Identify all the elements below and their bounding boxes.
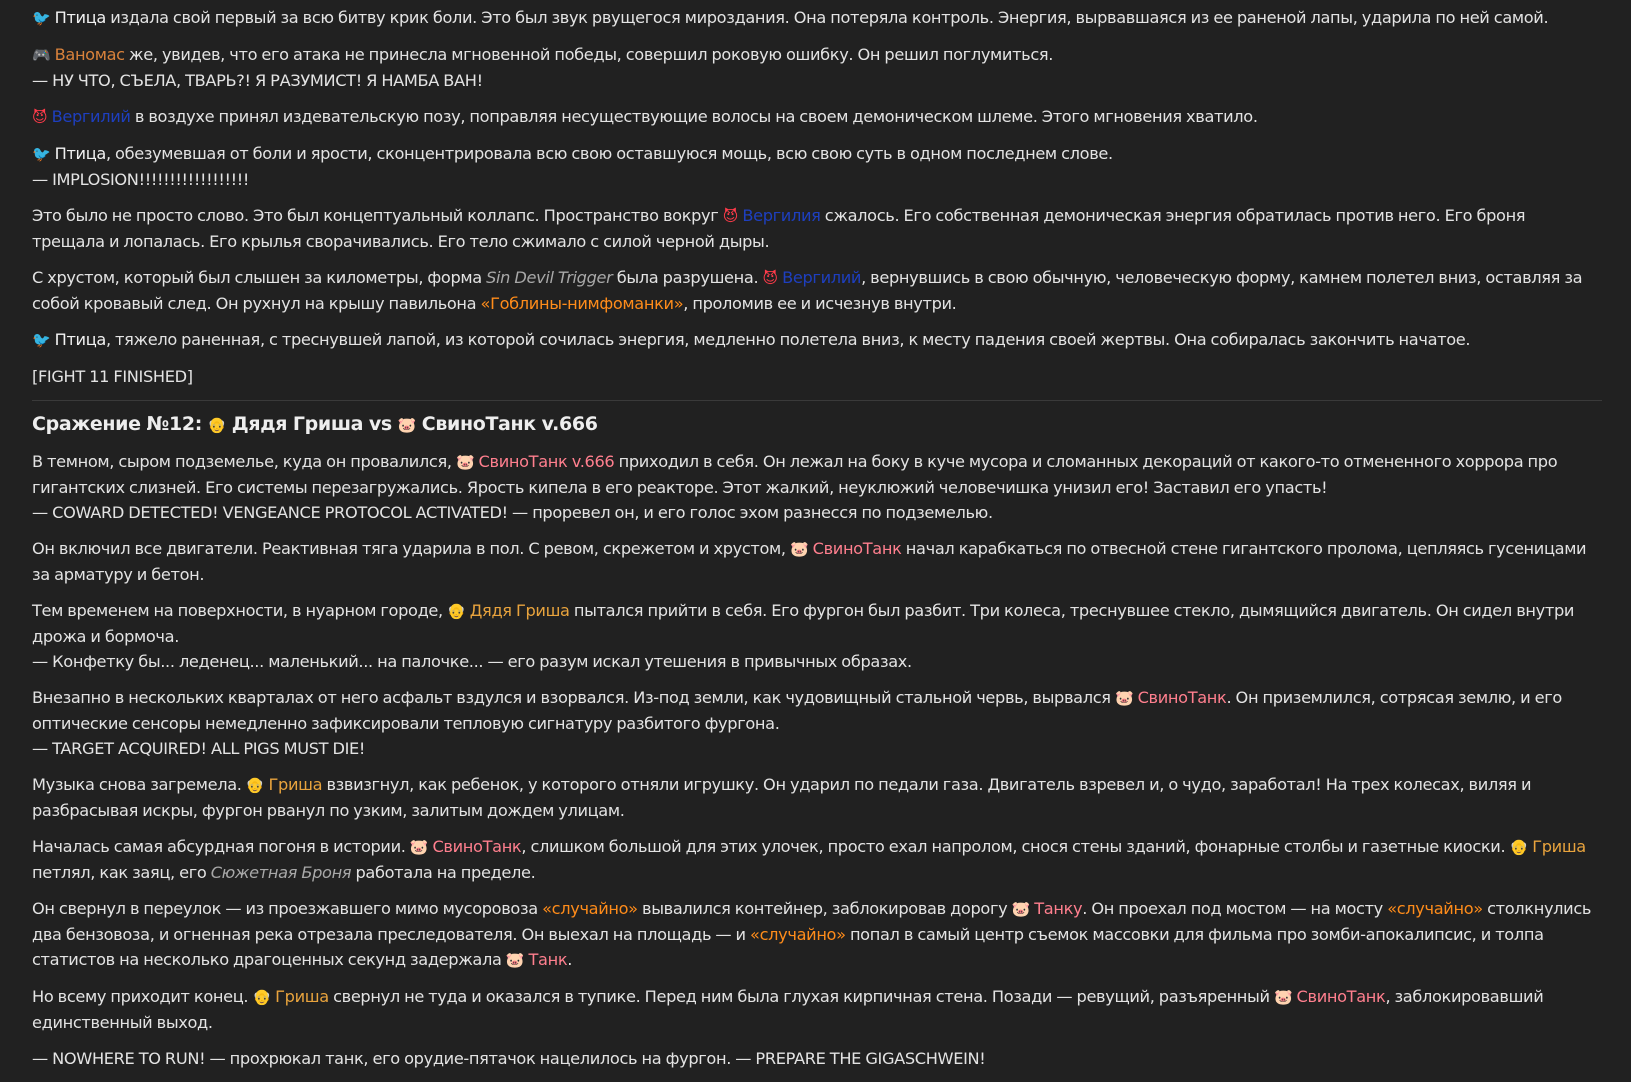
- text-run: Дядя Гриша vs: [226, 413, 398, 435]
- devil-emoji-icon: 😈: [762, 269, 778, 287]
- text-run: , проломив ее и исчезнув внутри.: [683, 294, 957, 313]
- story-paragraph: [32, 42, 1602, 93]
- text-run: пытался прийти в себя. Его фургон был разбит. Три колеса, треснувшее стекло, дымящийся двигатель. Он сидел внутри дрожа и бормоча.: [32, 601, 1575, 646]
- character-name: Птица: [50, 144, 106, 163]
- grandpa-emoji-icon: 👴: [447, 602, 466, 620]
- pig-emoji-icon: 🐷: [455, 453, 475, 471]
- text-run: Сражение №12:: [32, 413, 208, 435]
- grandpa-emoji-icon: 👴: [245, 776, 265, 794]
- pig-emoji-icon: 🐷: [790, 540, 809, 558]
- bird-emoji-icon: 🐦: [32, 145, 51, 163]
- text-run: петлял, как заяц, его: [32, 863, 211, 882]
- text-run: — NOWHERE TO RUN! — прохрюкал танк, его орудие-пятачок нацелилось на фургон. — PREPARE THE GIGASCHWEIN!: [32, 1049, 986, 1068]
- text-run: издала свой первый за всю битву крик боли. Это был звук рвущегося мироздания. Она потеряла контроль. Энергия, вырвавшаяся из ее раненой лапы, ударила по ней самой.: [105, 8, 1549, 27]
- text-run: — TARGET ACQUIRED! ALL PIGS MUST DIE!: [32, 739, 366, 758]
- pig-emoji-icon: 🐷: [1273, 988, 1293, 1006]
- highlight-quote: «случайно»: [750, 925, 846, 944]
- grandpa-emoji-icon: 👴: [1509, 838, 1528, 856]
- text-run: Он свернул в переулок — из проезжавшего мимо мусоровоза: [32, 899, 543, 918]
- text-run: взвизгнул, как ребенок, у которого отняли игрушку. Он ударил по педали газа. Двигатель взревел и, о чудо, заработал! На трех колесах, виляя и разбрасывая искры, фургон рванул по узким, залитым дождем улицам.: [32, 775, 1532, 820]
- text-run: работала на пределе.: [351, 863, 536, 882]
- character-name: Птица: [50, 330, 106, 349]
- grandpa-emoji-icon: 👴: [252, 988, 271, 1006]
- text-run: Но всему приходит конец.: [32, 987, 253, 1006]
- story-paragraph: [32, 104, 1602, 130]
- text-run: — НУ ЧТО, СЪЕЛА, ТВАРЬ?! Я РАЗУМИСТ! Я НАМБА ВАН!: [32, 71, 483, 90]
- text-run: Это было не просто слово. Это был концептуальный коллапс. Пространство вокруг: [32, 206, 723, 225]
- story-paragraph: [32, 5, 1602, 31]
- pig-emoji-icon: 🐷: [1114, 689, 1134, 707]
- character-name: СвиноТанк v.666: [474, 452, 615, 471]
- pig-emoji-icon: 🐷: [1011, 900, 1030, 918]
- section-heading: [32, 410, 1602, 439]
- text-run: сжалось. Его собственная демоническая энергия обратилась против него. Его броня трещала и лопалась. Его крылья сворачивались. Его тело сжимало с силой черной дыры.: [32, 206, 1526, 251]
- character-name: Танк: [524, 950, 568, 969]
- text-run: начал карабкаться по отвесной стене гигантского пролома, цепляясь гусеницами за арматуру и бетон.: [32, 539, 1587, 584]
- text-run: попал в самый центр съемок массовки для фильма про зомби-апокалипсис, и толпа статистов на несколько драгоценных секунд задержала: [32, 925, 1544, 969]
- text-run: — COWARD DETECTED! VENGEANCE PROTOCOL ACTIVATED! — проревел он, и его голос эхом разнесся по подземелью.: [32, 503, 993, 522]
- text-run: , вернувшись в свою обычную, человеческую форму, камнем полетел вниз, оставляя за собой кровавый след. Он рухнул на крышу павильона: [32, 268, 1583, 313]
- section-divider: [32, 400, 1602, 401]
- character-name: Гриша: [270, 987, 329, 1006]
- story-paragraph: [32, 203, 1602, 254]
- story-paragraph: [32, 598, 1602, 674]
- story-paragraph: [32, 984, 1602, 1035]
- story-paragraph: [32, 772, 1602, 823]
- pig-emoji-icon: 🐷: [505, 951, 525, 969]
- highlight-quote: «случайно»: [1387, 899, 1483, 918]
- text-run: — IMPLOSION!!!!!!!!!!!!!!!!!!: [32, 170, 250, 189]
- text-run: — Конфетку бы... леденец... маленький... на палочке... — его разум искал утешения в привычных образах.: [32, 652, 912, 671]
- text-run: Внезапно в нескольких кварталах от него асфальт вздулся и взорвался. Из-под земли, как чудовищный стальной червь, вырвался: [32, 688, 1115, 707]
- text-run: в воздухе принял издевательскую позу, поправляя несуществующие волосы на своем демоническом шлеме. Этого мгновения хватило.: [130, 107, 1258, 126]
- text-run: Началась самая абсурдная погоня в истории.: [32, 837, 410, 856]
- character-name: Гриша: [1527, 837, 1586, 856]
- character-name: Ваномас: [50, 45, 125, 64]
- pig-emoji-icon: 🐷: [409, 838, 429, 856]
- character-name: Гриша: [264, 775, 323, 794]
- story-paragraph: [32, 896, 1602, 973]
- text-run: свернул не туда и оказался в тупике. Перед ним была глухая кирпичная стена. Позади — ревущий, разъяренный: [328, 987, 1274, 1006]
- text-run: В темном, сыром подземелье, куда он провалился,: [32, 452, 456, 471]
- gamer-emoji-icon: 🎮: [32, 46, 51, 64]
- text-run: . Он проехал под мостом — на мосту: [1082, 899, 1388, 918]
- character-name: Танку: [1029, 899, 1083, 918]
- character-name: Дядя Гриша: [465, 601, 570, 620]
- story-paragraph: [32, 449, 1602, 525]
- story-paragraph: [32, 834, 1602, 885]
- pig-emoji-icon: 🐷: [397, 416, 416, 434]
- text-run: , тяжело раненная, с треснувшей лапой, из которой сочилась энергия, медленно полетела вниз, к месту падения своей жертвы. Она собиралась закончить начатое.: [105, 330, 1471, 349]
- text-run: Тем временем на поверхности, в нуарном городе,: [32, 601, 448, 620]
- story-paragraph: [32, 327, 1602, 353]
- text-run: приходил в себя. Он лежал на боку в куче мусора и сломанных декораций от какого-то отмененного хоррора про гигантских слизней. Его системы перезагружались. Ярость кипела в его реакторе. Этот жалкий, неуклюжий человечишка унизил его! Заставил его упасть!: [32, 452, 1558, 497]
- text-run: вывалился контейнер, заблокировав дорогу: [637, 899, 1012, 918]
- story-paragraph: [32, 536, 1602, 587]
- character-name: Вергилия: [738, 206, 821, 225]
- text-run: , слишком большой для этих улочек, просто ехал напролом, снося стены зданий, фонарные столбы и газетные киоски.: [521, 837, 1510, 856]
- text-run: [FIGHT 11 FINISHED]: [32, 367, 193, 386]
- character-name: Вергилий: [777, 268, 862, 287]
- story-message: [32, 5, 1602, 1082]
- text-run: С хрустом, который был слышен за километры, форма: [32, 268, 487, 287]
- highlight-quote: «случайно»: [542, 899, 638, 918]
- story-paragraph: [32, 265, 1602, 316]
- bird-emoji-icon: 🐦: [32, 331, 51, 349]
- character-name: СвиноТанк: [1133, 688, 1227, 707]
- bird-emoji-icon: 🐦: [32, 9, 51, 27]
- devil-emoji-icon: 😈: [32, 108, 48, 126]
- character-name: СвиноТанк: [1292, 987, 1386, 1006]
- story-paragraph: [32, 1046, 1602, 1071]
- story-paragraph: [32, 685, 1602, 761]
- character-name: Вергилий: [47, 107, 131, 126]
- italic-term: Сюжетная Броня: [210, 863, 352, 882]
- text-run: столкнулись два бензовоза, и огненная река отрезала преследователя. Он выехал на площадь — и: [32, 899, 1592, 944]
- text-run: . Он приземлился, сотрясая землю, и его оптические сенсоры немедленно зафиксировали тепловую сигнатуру разбитого фургона.: [32, 688, 1562, 733]
- character-name: СвиноТанк: [808, 539, 902, 558]
- character-name: СвиноТанк: [428, 837, 522, 856]
- text-run: Он включил все двигатели. Реактивная тяга ударила в пол. С ревом, скрежетом и хрустом,: [32, 539, 791, 558]
- italic-term: Sin Devil Trigger: [486, 268, 613, 287]
- grandpa-emoji-icon: 👴: [207, 416, 227, 434]
- devil-emoji-icon: 😈: [722, 207, 739, 225]
- text-run: Музыка снова загремела.: [32, 775, 246, 794]
- text-run: СвиноТанк v.666: [415, 413, 598, 435]
- text-run: же, увидев, что его атака не принесла мгновенной победы, совершил роковую ошибку. Он решил поглумиться.: [124, 45, 1054, 64]
- story-paragraph: [32, 141, 1602, 192]
- text-run: , заблокировавший единственный выход.: [32, 987, 1544, 1032]
- text-run: .: [567, 950, 573, 969]
- story-paragraph: [32, 364, 1602, 389]
- character-name: Птица: [50, 8, 106, 27]
- highlight-quote: «Гоблины-нимфоманки»: [480, 294, 684, 313]
- text-run: , обезумевшая от боли и ярости, сконцентрировала всю свою оставшуюся мощь, всю свою суть в одном последнем слове.: [105, 144, 1113, 163]
- text-run: была разрушена.: [612, 268, 763, 287]
